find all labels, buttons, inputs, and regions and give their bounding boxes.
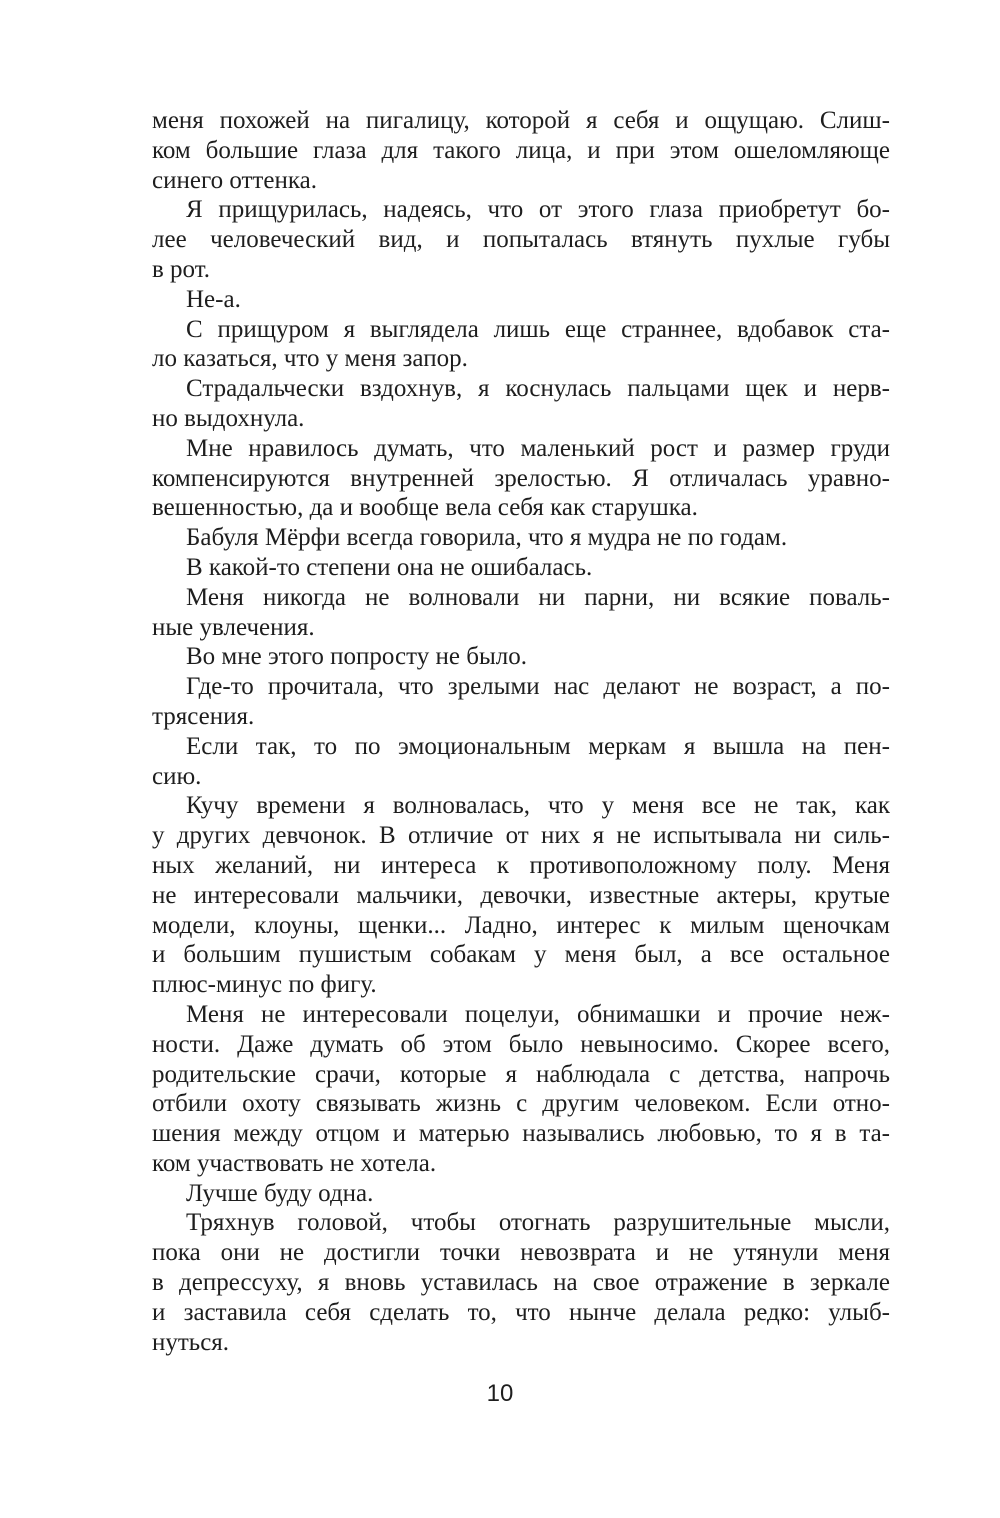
paragraph [152,1179,890,1209]
paragraph [152,315,890,375]
paragraph [152,195,890,284]
text-line: Страдальчески вздохнув, я коснулась пальцами щек и нерв- [186,375,890,403]
text-line: Я прищурилась, надеясь, что от этого глаза приобретут бо- [186,196,890,224]
text-line: ком большие глаза для такого лица, и при этом ошеломляюще [152,136,890,164]
text-line: отбили охоту связывать жизнь с другим человеком. Если отно- [152,1090,890,1118]
text-line: нуться. [152,1328,230,1356]
text-line: Кучу времени я волновалась, что у меня все не так, как [186,792,890,820]
paragraph [152,523,890,553]
text-line: Мне нравилось думать, что маленький рост и размер груди [186,434,890,462]
text-line: ло казаться, что у меня запор. [152,345,468,373]
text-line: но выдохнула. [152,404,305,432]
text-line: Бабуля Мёрфи всегда говорила, что я мудра не по годам. [186,524,788,552]
paragraph [152,553,890,583]
text-line: у других девчонок. В отличие от них я не испытывала ни силь- [152,822,890,850]
paragraph [152,285,890,315]
paragraph [152,1208,890,1357]
paragraph [152,642,890,672]
text-line: В какой-то степени она не ошибалась. [186,553,593,581]
text-line: Во мне этого попросту не было. [186,643,527,671]
paragraph [152,1000,890,1179]
text-line: Лучше буду одна. [186,1179,374,1207]
body-text [152,106,890,1357]
text-line: Не-а. [186,285,241,313]
text-line: и большим пушистым собакам у меня был, а все остальное [152,941,890,969]
text-line: лее человеческий вид, и попыталась втянуть пухлые губы [152,226,890,254]
paragraph [152,434,890,523]
text-line: шения между отцом и матерью назывались любовью, то я в та- [152,1120,890,1148]
paragraph [152,672,890,732]
text-line: ности. Даже думать об этом было невыносимо. Скорее всего, [152,1030,890,1058]
text-line: Меня никогда не волновали ни парни, ни всякие поваль- [186,583,890,611]
text-line: пока они не достигли точки невозврата и не утянули меня [152,1239,890,1267]
text-line: синего оттенка. [152,166,317,194]
text-line: не интересовали мальчики, девочки, известные актеры, крутые [152,881,890,909]
text-line: меня похожей на пигалицу, которой я себя и ощущаю. Слиш- [152,107,890,134]
text-line: С прищуром я выглядела лишь еще страннее, вдобавок ста- [186,315,890,343]
text-line: в депрессуху, я вновь уставилась на свое отражение в зеркале [152,1269,890,1297]
paragraph [152,732,890,792]
text-line: Тряхнув головой, чтобы отогнать разрушительные мысли, [186,1209,890,1237]
text-line: модели, клоуны, щенки... Ладно, интерес к милым щеночкам [152,911,890,939]
text-line: трясения. [152,702,255,730]
text-line: и заставила себя сделать то, что нынче делала редко: улыб- [152,1298,890,1326]
paragraph [152,106,890,195]
page-number: 10 [486,1380,514,1407]
text-line: ные увлечения. [152,613,315,641]
text-line: ных желаний, ни интереса к противоположному полу. Меня [152,851,890,879]
text-line: родительские срачи, которые я наблюдала с детства, напрочь [152,1060,890,1088]
text-line: сию. [152,762,202,790]
text-line: компенсируются внутренней зрелостью. Я отличалась уравно- [152,464,890,492]
text-line: Если так, то по эмоциональным меркам я вышла на пен- [186,732,890,760]
text-line: Меня не интересовали поцелуи, обнимашки и прочие неж- [186,1000,890,1028]
text-line: плюс-минус по фигу. [152,971,377,999]
paragraph [152,791,890,1000]
text-line: ком участвовать не хотела. [152,1149,437,1177]
paragraph [152,583,890,643]
paragraph [152,374,890,434]
text-line: вешенностью, да и вообще вела себя как старушка. [152,494,698,522]
text-line: Где-то прочитала, что зрелыми нас делают не возраст, а по- [186,673,890,701]
text-line: в рот. [152,255,211,283]
